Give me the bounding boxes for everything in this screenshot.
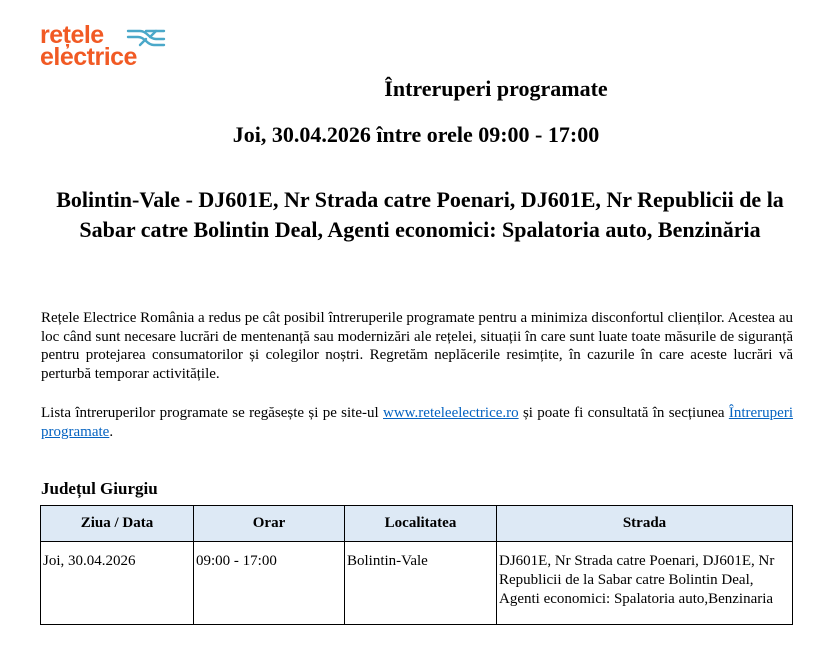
page-title: Întreruperi programate (384, 76, 608, 101)
logo-line1: rețele (40, 21, 104, 49)
header-street: Strada (497, 506, 793, 542)
county-heading: Județul Giurgiu (41, 479, 158, 498)
info-text-before: Lista întreruperilor programate se regăsește și pe site-ul (41, 405, 384, 421)
cell-date: Joi, 30.04.2026 (41, 542, 194, 625)
power-lines-icon (126, 26, 166, 48)
date-line: Joi, 30.04.2026 între orele 09:00 - 17:00 (232, 122, 600, 147)
header-date: Ziua / Data (41, 506, 194, 542)
section-link[interactable]: Întreruperi programate (41, 405, 793, 440)
cell-locality: Bolintin-Vale (345, 542, 497, 625)
header-time: Orar (194, 506, 345, 542)
logo-line2: electrice (40, 43, 137, 71)
table-row (41, 542, 793, 625)
info-text-after: . (109, 423, 114, 440)
info-paragraph (41, 404, 793, 441)
location-heading: Bolintin-Vale - DJ601E, Nr Strada catre Poenari, DJ601E, Nr Republicii de la Sabar catre Bolintin Deal, Agenti economici: Spalatoria auto, Benzinăria (56, 187, 784, 242)
header-locality: Localitatea (345, 506, 497, 542)
logo (40, 21, 170, 74)
table-header-row (41, 506, 793, 542)
cell-street: DJ601E, Nr Strada catre Poenari, DJ601E, Nr Republicii de la Sabar catre Bolintin Deal, Agenti economici: Spalatoria auto,Benzinaria (497, 542, 793, 625)
intro-paragraph: Rețele Electrice România a redus pe cât posibil întreruperile programate pentru a minimiza disconfortul clienților. Acestea au loc când sunt necesare lucrări de mentenanță sau modernizări ale rețelei, situații în care sunt luate toate măsurile de siguranță pentru protejarea consumatorilor și colegilor noștri. Regretăm neplăcerile resimțite, în cazurile în care aceste lucrări vă perturbă temporar activitățile. (41, 310, 793, 382)
outage-table (40, 505, 793, 625)
website-link[interactable]: www.reteleelectrice.ro (383, 405, 519, 421)
cell-time: 09:00 - 17:00 (194, 542, 345, 625)
info-text-middle: și poate fi consultată în secțiunea (518, 405, 729, 421)
